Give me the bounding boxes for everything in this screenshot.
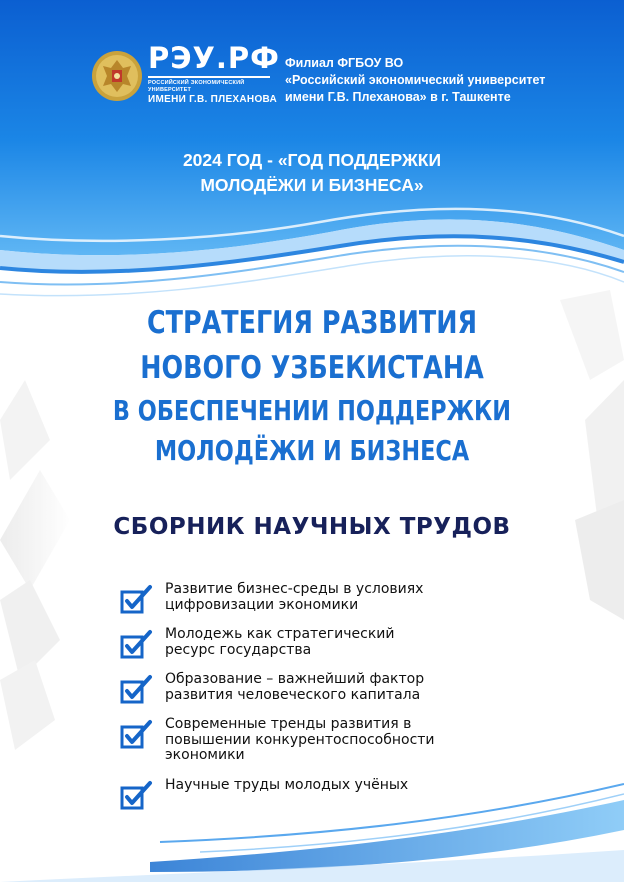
branch-info — [285, 55, 605, 106]
title-line-2: НОВОГО УЗБЕКИСТАНА — [140, 350, 484, 386]
topic-line-2: цифровизации экономики — [165, 596, 359, 613]
checkbox-checked-icon — [120, 780, 154, 810]
checkbox-checked-icon — [120, 629, 154, 659]
main-title — [0, 301, 624, 471]
topic-line-1: Научные труды молодых учёных — [165, 776, 409, 793]
topics-list — [120, 582, 520, 807]
title-line-3: В ОБЕСПЕЧЕНИИ ПОДДЕРЖКИ — [112, 394, 512, 427]
topic-line-3: экономики — [165, 747, 245, 763]
logo-divider — [148, 76, 270, 78]
topic-line-2: ресурс государства — [165, 641, 312, 658]
topic-line-1: Современные тренды развития в — [165, 716, 412, 732]
topic-line-1: Образование – важнейший фактор — [165, 671, 425, 687]
university-logo — [90, 41, 280, 108]
checkbox-checked-icon — [120, 674, 154, 704]
checkbox-checked-icon — [120, 719, 154, 749]
coat-of-arms-emblem-icon — [90, 48, 144, 104]
topic-item — [120, 717, 520, 764]
logo-subtitle-small: РОССИЙСКИЙ ЭКОНОМИЧЕСКИЙ УНИВЕРСИТЕТ — [148, 80, 245, 93]
topic-line-2: развития человеческого капитала — [165, 686, 421, 703]
topic-item — [120, 627, 520, 658]
topic-item — [120, 778, 520, 794]
topic-line-1: Молодежь как стратегический — [165, 626, 395, 642]
year-banner — [0, 148, 624, 198]
checkbox-checked-icon — [120, 584, 154, 614]
collection-subtitle: СБОРНИК НАУЧНЫХ ТРУДОВ — [113, 514, 511, 540]
topic-line-2: повышении конкурентоспособности — [165, 731, 435, 748]
logo-subtitle-main: ИМЕНИ Г.В. ПЛЕХАНОВА — [148, 94, 278, 105]
topic-item — [120, 672, 520, 703]
year-banner-line-1: 2024 ГОД - «ГОД ПОДДЕРЖКИ — [182, 150, 442, 170]
title-line-4: МОЛОДЁЖИ И БИЗНЕСА — [154, 434, 470, 467]
logo-name: РЭУ.РФ — [148, 41, 280, 75]
branch-line-3: имени Г.В. Плеханова» в г. Ташкенте — [285, 90, 511, 104]
branch-line-2: «Российский экономический университет — [285, 73, 546, 87]
topic-item — [120, 582, 520, 613]
topic-line-1: Развитие бизнес-среды в условиях — [165, 581, 424, 597]
branch-line-1: Филиал ФГБОУ ВО — [285, 56, 404, 70]
year-banner-line-2: МОЛОДЁЖИ И БИЗНЕСА» — [200, 175, 424, 195]
title-line-1: СТРАТЕГИЯ РАЗВИТИЯ — [146, 305, 478, 341]
